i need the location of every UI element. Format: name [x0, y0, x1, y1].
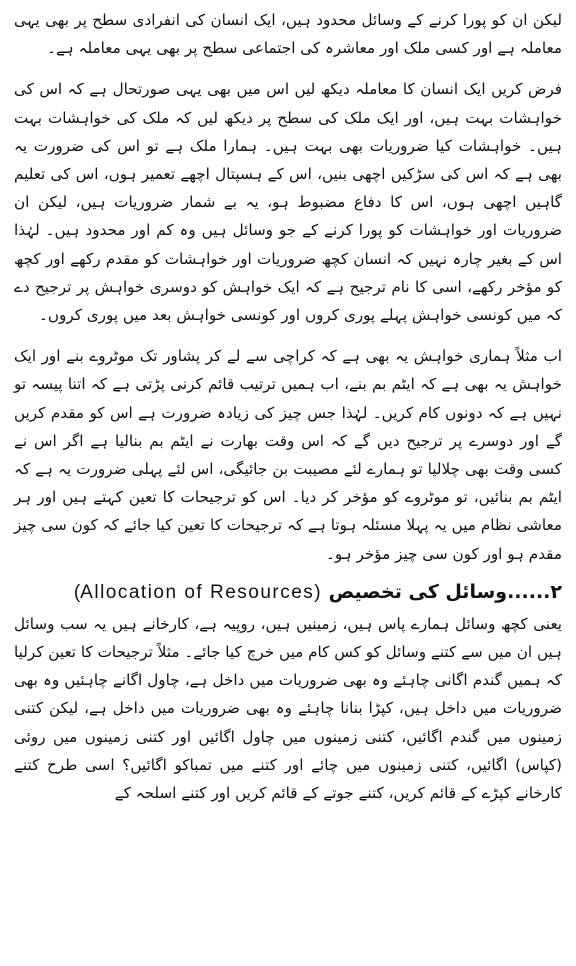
section-title-english: (Allocation of Resources) — [73, 581, 321, 603]
document-page — [14, 6, 562, 966]
paragraph-resources-limited: لیکن ان کو پورا کرنے کے وسائل محدود ہیں، ایک انسان کی انفرادی سطح پر بھی یہی معاملہ ہے اور کسی ملک اور معاشرہ کی اجتماعی سطح پر بھی یہی معاملہ ہے۔ — [14, 11, 562, 58]
section-heading-allocation — [14, 577, 562, 608]
section-title-urdu: وسائل کی تخصیص — [328, 580, 508, 603]
section-number: ۲...... — [507, 580, 562, 603]
paragraph-allocation-explanation: یعنی کچھ وسائل ہمارے پاس ہیں، زمینیں ہیں، روپیہ ہے، کارخانے ہیں یہ سب وسائل ہیں ان میں سے کتنے وسائل کو کس کام میں خرچ کیا جائے۔ مثلاً ترجیحات کا تعین کرلیا کہ ہمیں گندم اگانی چاہئے وہ بھی ضروریات میں داخل ہے، چاول اگانے چاہئیں وہ بھی ضروریات میں داخل ہیں، کپڑا بنانا چاہئے وہ بھی ضروریات میں داخل ہے، لیکن کتنی زمینوں میں گندم اگائیں، کتنی زمینوں میں چاول اگائیں اور کتنی زمینوں میں روئی (کپاس) اگائیں، کتنی زمینوں میں چائے اور کتنے میں تمباکو اگائیں؟ اسی طرح کتنے کارخانے کپڑے کے قائم کریں، کتنے جوتے کے قائم کریں اور کتنے اسلحہ کے — [14, 614, 562, 803]
paragraph-motorway-example: اب مثلاً ہماری خواہش یہ بھی ہے کہ کراچی سے لے کر پشاور تک موٹروے بنے اور ایک خواہش یہ بھی ہے کہ ایٹم بم بنے، اب ہمیں ترتیب قائم کرنی پڑتی ہے کہ اتنا پیسہ تو نہیں ہے کہ دونوں کام کریں۔ لہٰذا جس چیز کی زیادہ ضرورت ہے اس کو مقدم کریں گے اور دوسرے پر ترجیح دیں گے کہ اس وقت بھارت نے ایٹم بم بنالیا ہے اگر اس نے کسی وقت بھی چلالیا تو ہمارے لئے مصیبت بن جائیگی، اس لئے پہلی ضرورت یہ ہے کہ ایٹم بم بنائیں، تو موٹروے کو مؤخر کر دیا۔ اس کو ترجیحات کا تعین کہتے ہیں اور ہر معاشی نظام میں یہ پہلا مسئلہ ہوتا ہے کہ ترجیحات کا تعین کیا جائے کہ کون سی چیز مقدم ہو اور کون سی چیز مؤخر ہو۔ — [14, 347, 562, 563]
paragraph-priorities-example: فرض کریں ایک انسان کا معاملہ دیکھ لیں اس میں بھی یہی صورتحال ہے کہ اس کی خواہشات بہت ہیں، اور ایک ملک کی سطح پر دیکھ لیں کہ ملک کی خواہشات بہت ہیں۔ خواہشات کیا ضروریات بھی بہت ہیں۔ ہمارا ملک ہے تو اس کی ضرورت یہ بھی ہے کہ اس کی سڑکیں اچھی بنیں، اس کے ہسپتال اچھے تعمیر ہوں، اس کی تعلیم گاہیں اچھی ہوں، اس کا دفاع مضبوط ہو، یہ بے شمار ضروریات ہیں، لیکن ان ضروریات اور خواہشات کو پورا کرنے کے جو وسائل ہیں وہ کم اور محدود ہیں۔ لہٰذا اس کے بغیر چارہ نہیں کہ انسان کچھ ضروریات اور خواہشات کو مقدم رکھے اور کچھ کو مؤخر رکھے، اسی کا نام ترجیح ہے کہ ایک خواہش کو دوسری خواہش پر ترجیح دے کہ میں کونسی خواہش پہلے پوری کروں اور کونسی خواہش بعد میں پوری کروں۔ — [14, 80, 562, 325]
